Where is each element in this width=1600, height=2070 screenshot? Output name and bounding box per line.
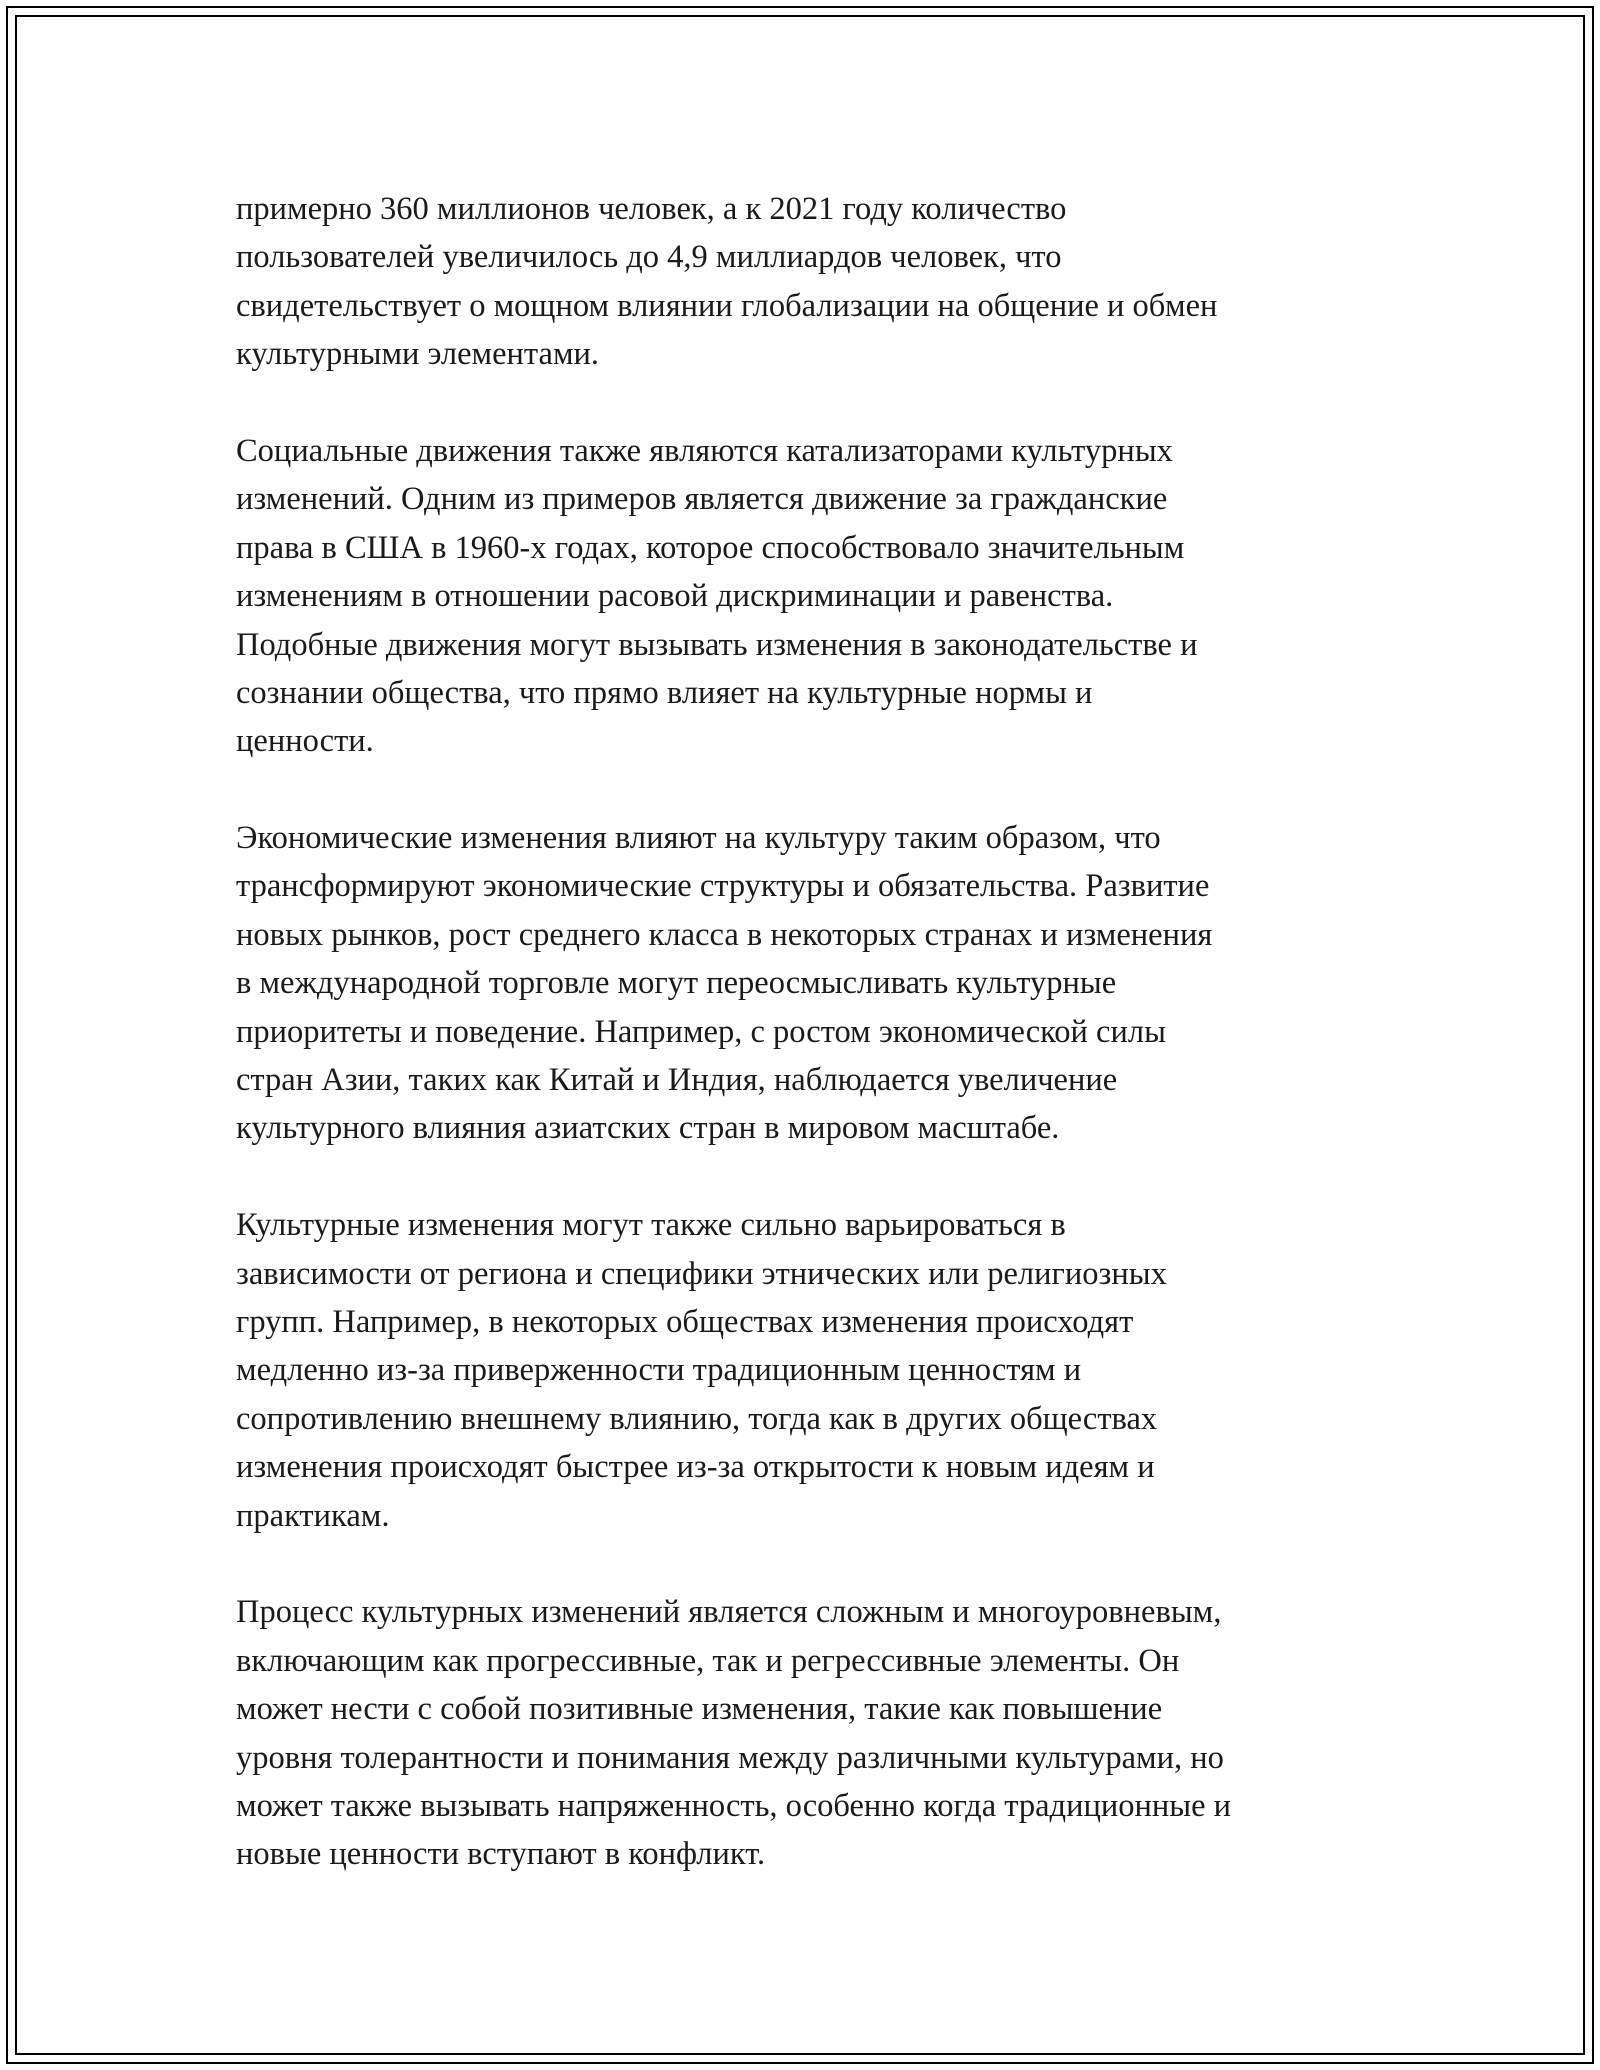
paragraph-2 — [236, 427, 1386, 766]
text-line: зависимости от региона и специфики этнических или религиозных — [236, 1255, 1167, 1292]
text-line: приоритеты и поведение. Например, с ростом экономической силы — [236, 1013, 1166, 1050]
text-line: изменениям в отношении расовой дискриминации и равенства. — [236, 578, 1114, 615]
paragraph-3 — [236, 814, 1386, 1153]
text-line: Процесс культурных изменений является сложным и многоуровневым, — [236, 1594, 1222, 1631]
text-line: групп. Например, в некоторых обществах изменения происходят — [236, 1303, 1134, 1340]
text-line: права в США в 1960-х годах, которое способствовало значительным — [236, 529, 1185, 566]
text-line: медленно из-за приверженности традиционным ценностям и — [236, 1352, 1082, 1389]
text-line: свидетельствует о мощном влиянии глобализации на общение и обмен — [236, 287, 1218, 324]
text-line: культурного влияния азиатских стран в мировом масштабе. — [236, 1110, 1060, 1147]
text-line: новых рынков, рост среднего класса в некоторых странах и изменения — [236, 916, 1213, 953]
text-line: стран Азии, таких как Китай и Индия, наблюдается увеличение — [236, 1062, 1118, 1099]
text-line: практикам. — [236, 1497, 390, 1534]
text-line: новые ценности вступают в конфликт. — [236, 1836, 766, 1873]
text-line: Культурные изменения могут также сильно варьироваться в — [236, 1207, 1066, 1244]
paragraph-5 — [236, 1588, 1386, 1878]
paragraph-4 — [236, 1201, 1386, 1540]
text-line: ценности. — [236, 723, 374, 760]
text-line: трансформируют экономические структуры и обязательства. Развитие — [236, 868, 1210, 905]
text-line: Социальные движения также являются катализаторами культурных — [236, 432, 1173, 469]
paragraph-1 — [236, 185, 1386, 379]
text-line: Экономические изменения влияют на культуру таким образом, что — [236, 820, 1161, 857]
text-line: сопротивлению внешнему влиянию, тогда как в других обществах — [236, 1400, 1158, 1437]
text-line: может нести с собой позитивные изменения, такие как повышение — [236, 1691, 1163, 1728]
text-line: изменения происходят быстрее из-за открытости к новым идеям и — [236, 1449, 1155, 1486]
text-line: Подобные движения могут вызывать изменения в законодательстве и — [236, 626, 1198, 663]
text-line: может также вызывать напряженность, особенно когда традиционные и — [236, 1787, 1232, 1824]
text-line: пользователей увеличилось до 4,9 миллиардов человек, что — [236, 239, 1062, 276]
text-line: культурными элементами. — [236, 336, 600, 373]
text-line: уровня толерантности и понимания между различными культурами, но — [236, 1739, 1224, 1776]
text-line: сознании общества, что прямо влияет на культурные нормы и — [236, 674, 1093, 711]
text-line: в международной торговле могут переосмысливать культурные — [236, 965, 1117, 1002]
text-line: примерно 360 миллионов человек, а к 2021 году количество — [236, 191, 1067, 227]
document-body — [236, 185, 1386, 1927]
text-line: изменений. Одним из примеров является движение за гражданские — [236, 481, 1168, 518]
text-line: включающим как прогрессивные, так и регрессивные элементы. Он — [236, 1642, 1180, 1679]
